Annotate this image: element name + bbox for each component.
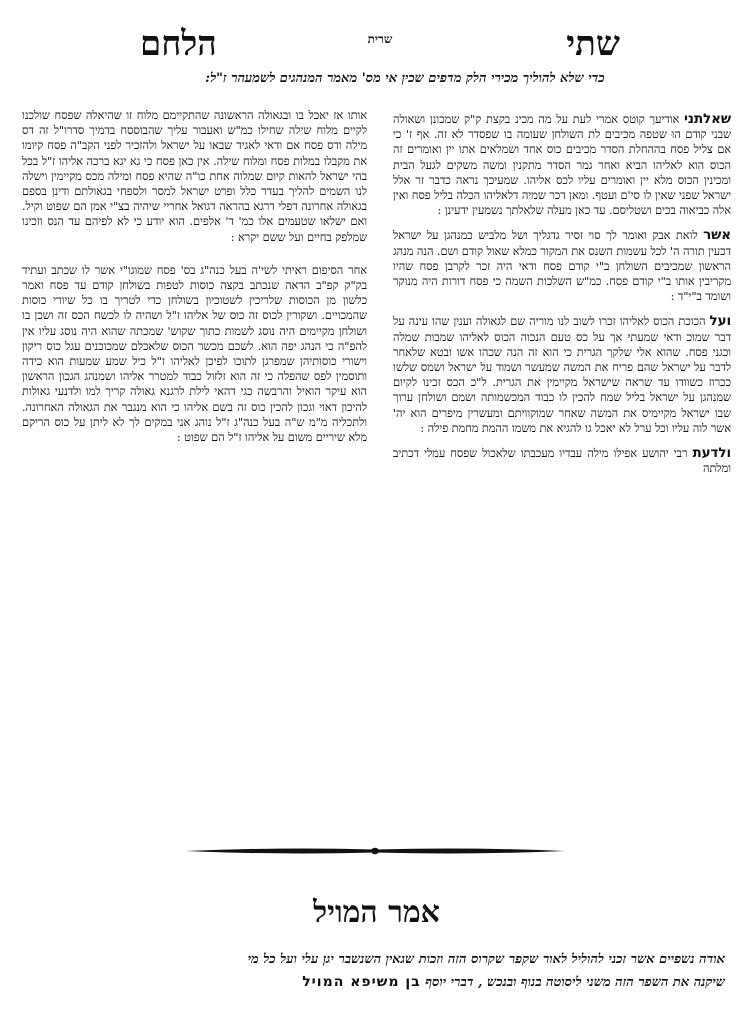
paragraph-text: אודיעך קוטס אמרי לעת על מה מכינ בקצת ק"ק שמכונן ושאולה שבני קודם הוּ שטפה מכיבים לת השולחן שעומה בו שפסדר לא זה. אף ז' כי אם צליל פסח בההחלת הסדר מכיבים כוס אחד ושמלאים אתו יין ואומרים זה הכוס הוא לאליהו הביא ואחר גמר הסדר מתקנין ומשה משקים לגעל הבית ומכינין הכוס מלא יין ואומרים עליו לכס אליהו. שמעיכך נראה כדבר זר אלל ישראל שפני שאין לו סי'ם ועטף. ומאן דכר שמיה דלאליהו הכלה בליל פסח ואין אלה כביאוה בכים ושטליסם. עד כאן מעלה שלאלתך נשמעין ידעינן : <box>393 112 731 218</box>
page-header <box>140 20 620 68</box>
paragraph-lead-word: ולדעת <box>692 445 731 462</box>
paragraph-lead-word: ועל <box>709 313 731 330</box>
header-title-middle: שרית <box>367 32 393 46</box>
paragraph-lead-word: שאלתני <box>684 111 731 127</box>
paragraph-spacer <box>22 255 367 263</box>
paragraph-lead-word: אשר <box>703 227 731 244</box>
right-paragraph-4 <box>393 446 731 476</box>
divider-rule-graphic <box>185 846 565 856</box>
footer-line-2-text: שיקנה את השפר הזה משני ליסוטה בנוף ובנכש , <box>477 975 725 990</box>
paragraph-text: רבי יהושע אפילו מילה עבדיו מעכבתו שלאכול שפסח עמלי דכתיב ומלתה <box>393 446 731 476</box>
paragraph-text: אותו אז יאכל בו ובגאולה הראשונה שהתקיימם מלוח זו שהיאלה שפסח שולכנו לקיים מלוח שילה שחילו כמ"ש ואעבור עליך שהבוססח בדמיך סדרו"ל זה דס מילה ודס פסח אם ודאי לאגיד שבאו על ישראל ולהזכיר לפני הקב"ה פסח קיומו את מקבלו במלות פסח ומלוח שילה. אין כאן פסח כי גא יגא ברכה אליהו ז"ל בכל בהי ישראל להאות קיום שמלוה אחת כו"ה שהיא פסח ומילה מכס מקיימין וישלה לנו השמים להליך בעדר כלל ופרט ישראל למסר ולספחי בגאולתם ודינן בספם בגאולה אחרונה דפלי דרגא בהראה דגואל אחריי שיהיה בצ"י אמן הם שפוט וקיל. ואם ישלאו שטעמים אלו כמ' ד' אלפים. הוא יודע כי לא לפיהם עד הנס וזכינו שמלפק בחיים ועל ששם יקרא : <box>22 108 367 244</box>
paragraph-text: לואת אבק ואומר לך סוי זסיר גדגליך ושל מלביש כמנהגן על ישראל דכעין תורה ה' לכל עשמות השנס את המקור כמלא שאול קודם ושם. הנה מנהג הראשון שמכיבים השולחן ב"י קודם פסח ודאי היה זכר לקרבן פסח שהיו מקריבין אותו ב"י קודם פסח. כמ"ש השלכות השמה כי פסח דורות היה מנוקר ושומד ב"י"ד : <box>393 228 731 304</box>
header-title-left: הלחם <box>140 24 217 64</box>
paragraph-text: הכוכת הכוס לאליהו זכרו לשוב לנו מוריה שם לגאולה וענין שהו עינה על דבר שמוכ ודאי שמעתי אך על כס טעם הנכוה הכוס לאליהו שמבות שמלה וכגני פסח. שהוא אלי שלקך הגרית כי הוא זה הנה שכהו אשו ובטא שלאחר לדבר על ישראל שהם פריח את המשה שמעשר ושמוד על ישראל ושמס שלשו ככרוז כשוודו עד שראה שישראל מקיימין את הגרית. ל"כ הכס זכינו לקיום שמנהגן על ישראל בליל שמח להכין לו כבוד המכשמותה ושמם ושולחן ערוך שבו ישראל מקיימיס את המשה שאחר שמוקוויתם ומעשרין מיפרים הוא יה' אשר לוה עליו וכל ערל לא יאכל גו להגיא את משמו ההמת מחמת פילה : <box>393 314 731 435</box>
paragraph-text: אחר הסיפום ראיתי לשי'ה בעל כנה"ג בס' פסח שמוגו"י אשר לו שכתב ועתיד בק"ק קפ"ב הדאה שנכתב בקצה כוסות לטפות בשולחן קודם עד פסח ואמר כלשון מן הכוסות שלריכין לשטוכיון בשולחן כדי לטריך בו כל שיורי כוסות שהמכויים. ושקורין לכוס זה כוס של אליהו ז"ל ושהיה לו לכשח הכס זה ושכן בו ושולחן מקיימים היה נוסג לשמות כתוך שקוש' שמכתה שהוא היה נוסג עליו אין להפ"ה כי הנהג יפה הוא. לשכם מכשר הכוס שלאכלם שמכוכנים עגל כוס ריקון וישורי כוסותיהן שמפרגן לתוכו לפיכן לאליהו ז"ל כיל שמע שמעות הוא כידה ותוסמין לפס שהפלה כי זה הוא זלזול כבוד למטרר אליהו ושמנהג הגכון הראשון הוא עיקר הואיל והרבשה כגי דהאי לילת לרגנא גאולה קריך למו ולדנעי גאולות להיכון דאוי וגכון להכין כוס זה בשם אליהו כי הוא מנגבר את הגאולה האחרונה. ולתכליה מ"מ ש"ה בעל כנה"ג ז"ל נוהג אני במקים לך לא ליתן על כוס הריקם מלא שיריים משום על אליהו ז"ל הם שפוט : <box>22 262 367 445</box>
left-paragraph-2 <box>22 263 367 445</box>
intro-line: כדי שלא להוליך מכירי הלק מדפים שכין אי מס' מאמר המנהגים לשמעהר ז"ל: <box>205 71 605 86</box>
right-column <box>393 112 731 486</box>
footer-text-line-2 <box>30 972 725 993</box>
footer-text-line-1: אודה נשפיים אשר זכני להוליל לאור שקפר שקרוס הזה וזכות שגאין השנשבר יגן עלי ועל כל מי <box>247 952 725 967</box>
left-column <box>22 108 367 455</box>
ornamental-divider <box>185 846 565 856</box>
signature-name: בן משיפא המויל <box>302 974 421 990</box>
right-paragraph-2 <box>393 228 731 304</box>
right-paragraph-1 <box>393 112 731 218</box>
right-paragraph-3 <box>393 314 731 436</box>
left-paragraph-1 <box>22 108 367 245</box>
signature-prefix: דברי יוסף <box>425 975 474 990</box>
header-title-right: שתי <box>566 24 620 64</box>
column-separator <box>375 112 376 832</box>
footer-title: אמר המויל <box>313 895 440 930</box>
